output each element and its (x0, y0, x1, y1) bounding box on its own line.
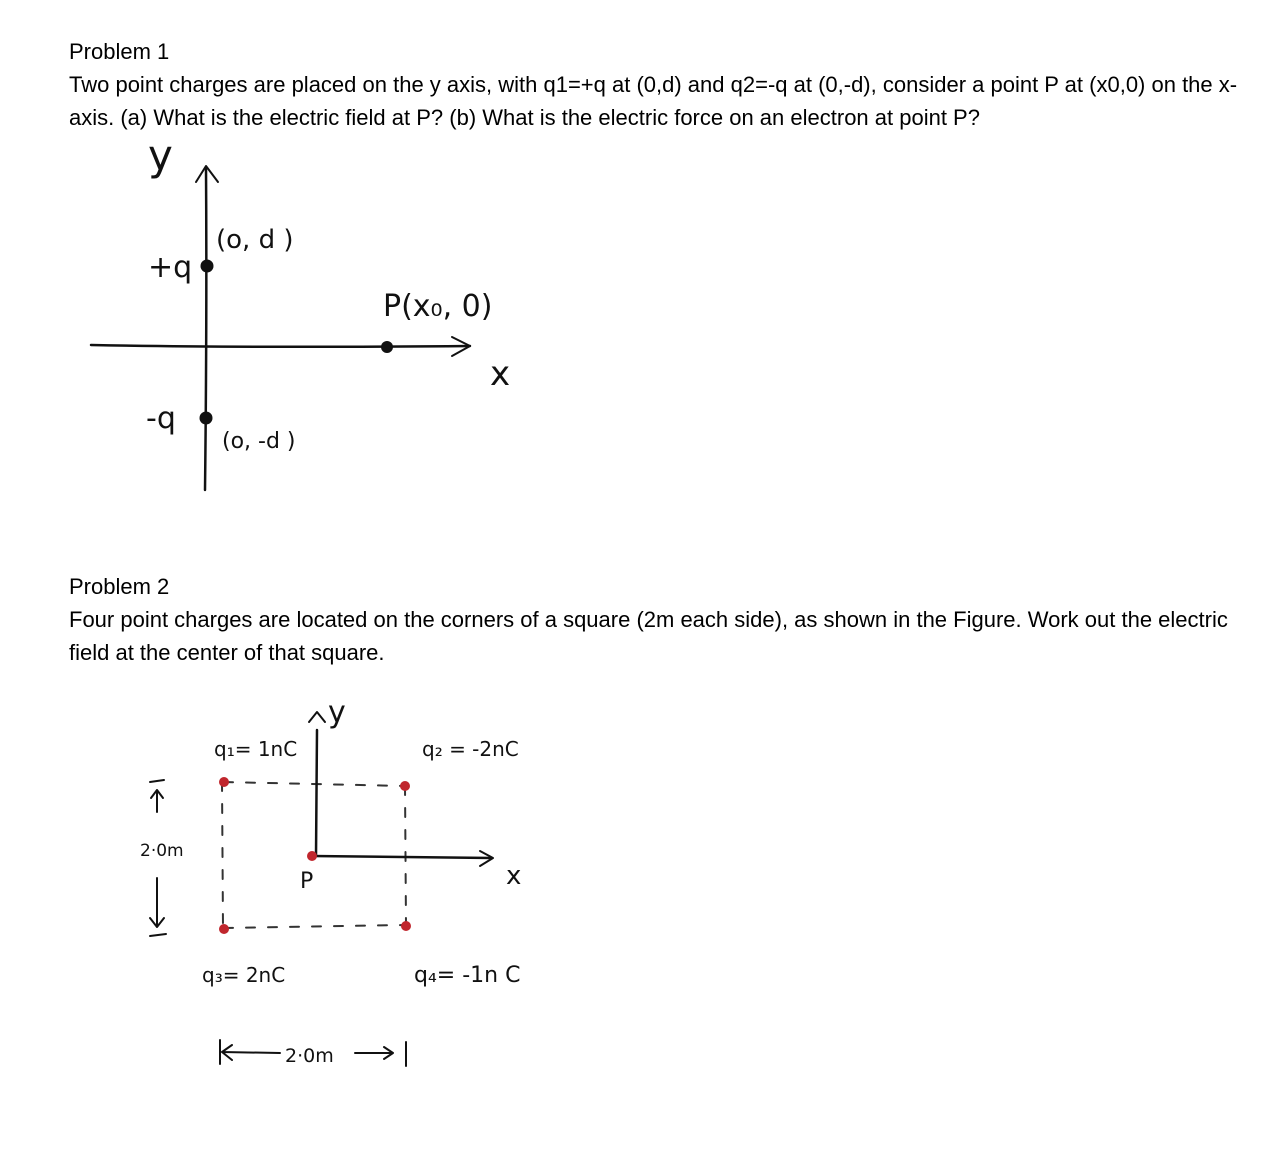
p2-q1-label: q₁= 1nC (214, 737, 298, 761)
p2-q4-marker (401, 921, 411, 931)
p1-x-label: x (490, 354, 511, 394)
p1-charge-bottom-label: -q (146, 401, 176, 436)
p2-vertical-dim-top-arrow (151, 790, 163, 812)
p2-center-label: P (300, 869, 314, 894)
p2-vertical-dim-top-tick (150, 780, 164, 782)
p2-square-bottom-edge (224, 925, 404, 928)
p2-x-label: x (506, 861, 522, 891)
p2-horizontal-dim-right (355, 1042, 406, 1066)
p2-center-marker (307, 851, 317, 861)
p2-square-right-edge (405, 786, 406, 925)
p2-q3-label: q₃= 2nC (202, 963, 286, 987)
p2-horizontal-dim-label: 2·0m (285, 1045, 334, 1067)
p1-y-label: y (148, 131, 173, 180)
p1-charge-bottom-coord: (o, -d ) (222, 429, 296, 454)
p2-vertical-dim-bottom-arrow (150, 878, 164, 927)
p2-q2-label: q₂ = -2nC (422, 737, 519, 761)
p2-square-left-edge (222, 782, 223, 928)
problem2-heading: Problem 2 (69, 574, 170, 599)
p2-x-axis (312, 856, 492, 858)
p1-point-p-label: P(x₀, 0) (383, 289, 493, 324)
problem1-text: Two point charges are placed on the y axis, with q1=+q at (0,d) and q2=-q at (0,-d), consider a point P at (x0,0) on the x-axis. (a) What is the electric field at P? (b) What is the electric force on an electron at point P? (69, 72, 1238, 130)
p2-q4-label: q₄= -1n C (414, 963, 521, 988)
p1-charge-top-coord: (o, d ) (216, 225, 294, 255)
p2-q3-marker (219, 924, 229, 934)
p2-horizontal-dim-left (220, 1040, 280, 1064)
p2-square-top-edge (224, 782, 404, 786)
p1-charge-top-label: +q (148, 250, 193, 285)
problem2-text: Four point charges are located on the corners of a square (2m each side), as shown in the Figure. Work out the electric field at the center of that square. (69, 607, 1228, 665)
p2-y-axis (316, 730, 317, 856)
problem1-heading: Problem 1 (69, 39, 170, 64)
p2-vertical-dim-bottom-tick (150, 934, 166, 936)
p2-y-arrowhead (309, 712, 325, 722)
p2-vertical-dim-label: 2·0m (140, 841, 184, 861)
p2-y-label: y (328, 695, 346, 730)
p2-q1-marker (219, 777, 229, 787)
p2-q2-marker (400, 781, 410, 791)
